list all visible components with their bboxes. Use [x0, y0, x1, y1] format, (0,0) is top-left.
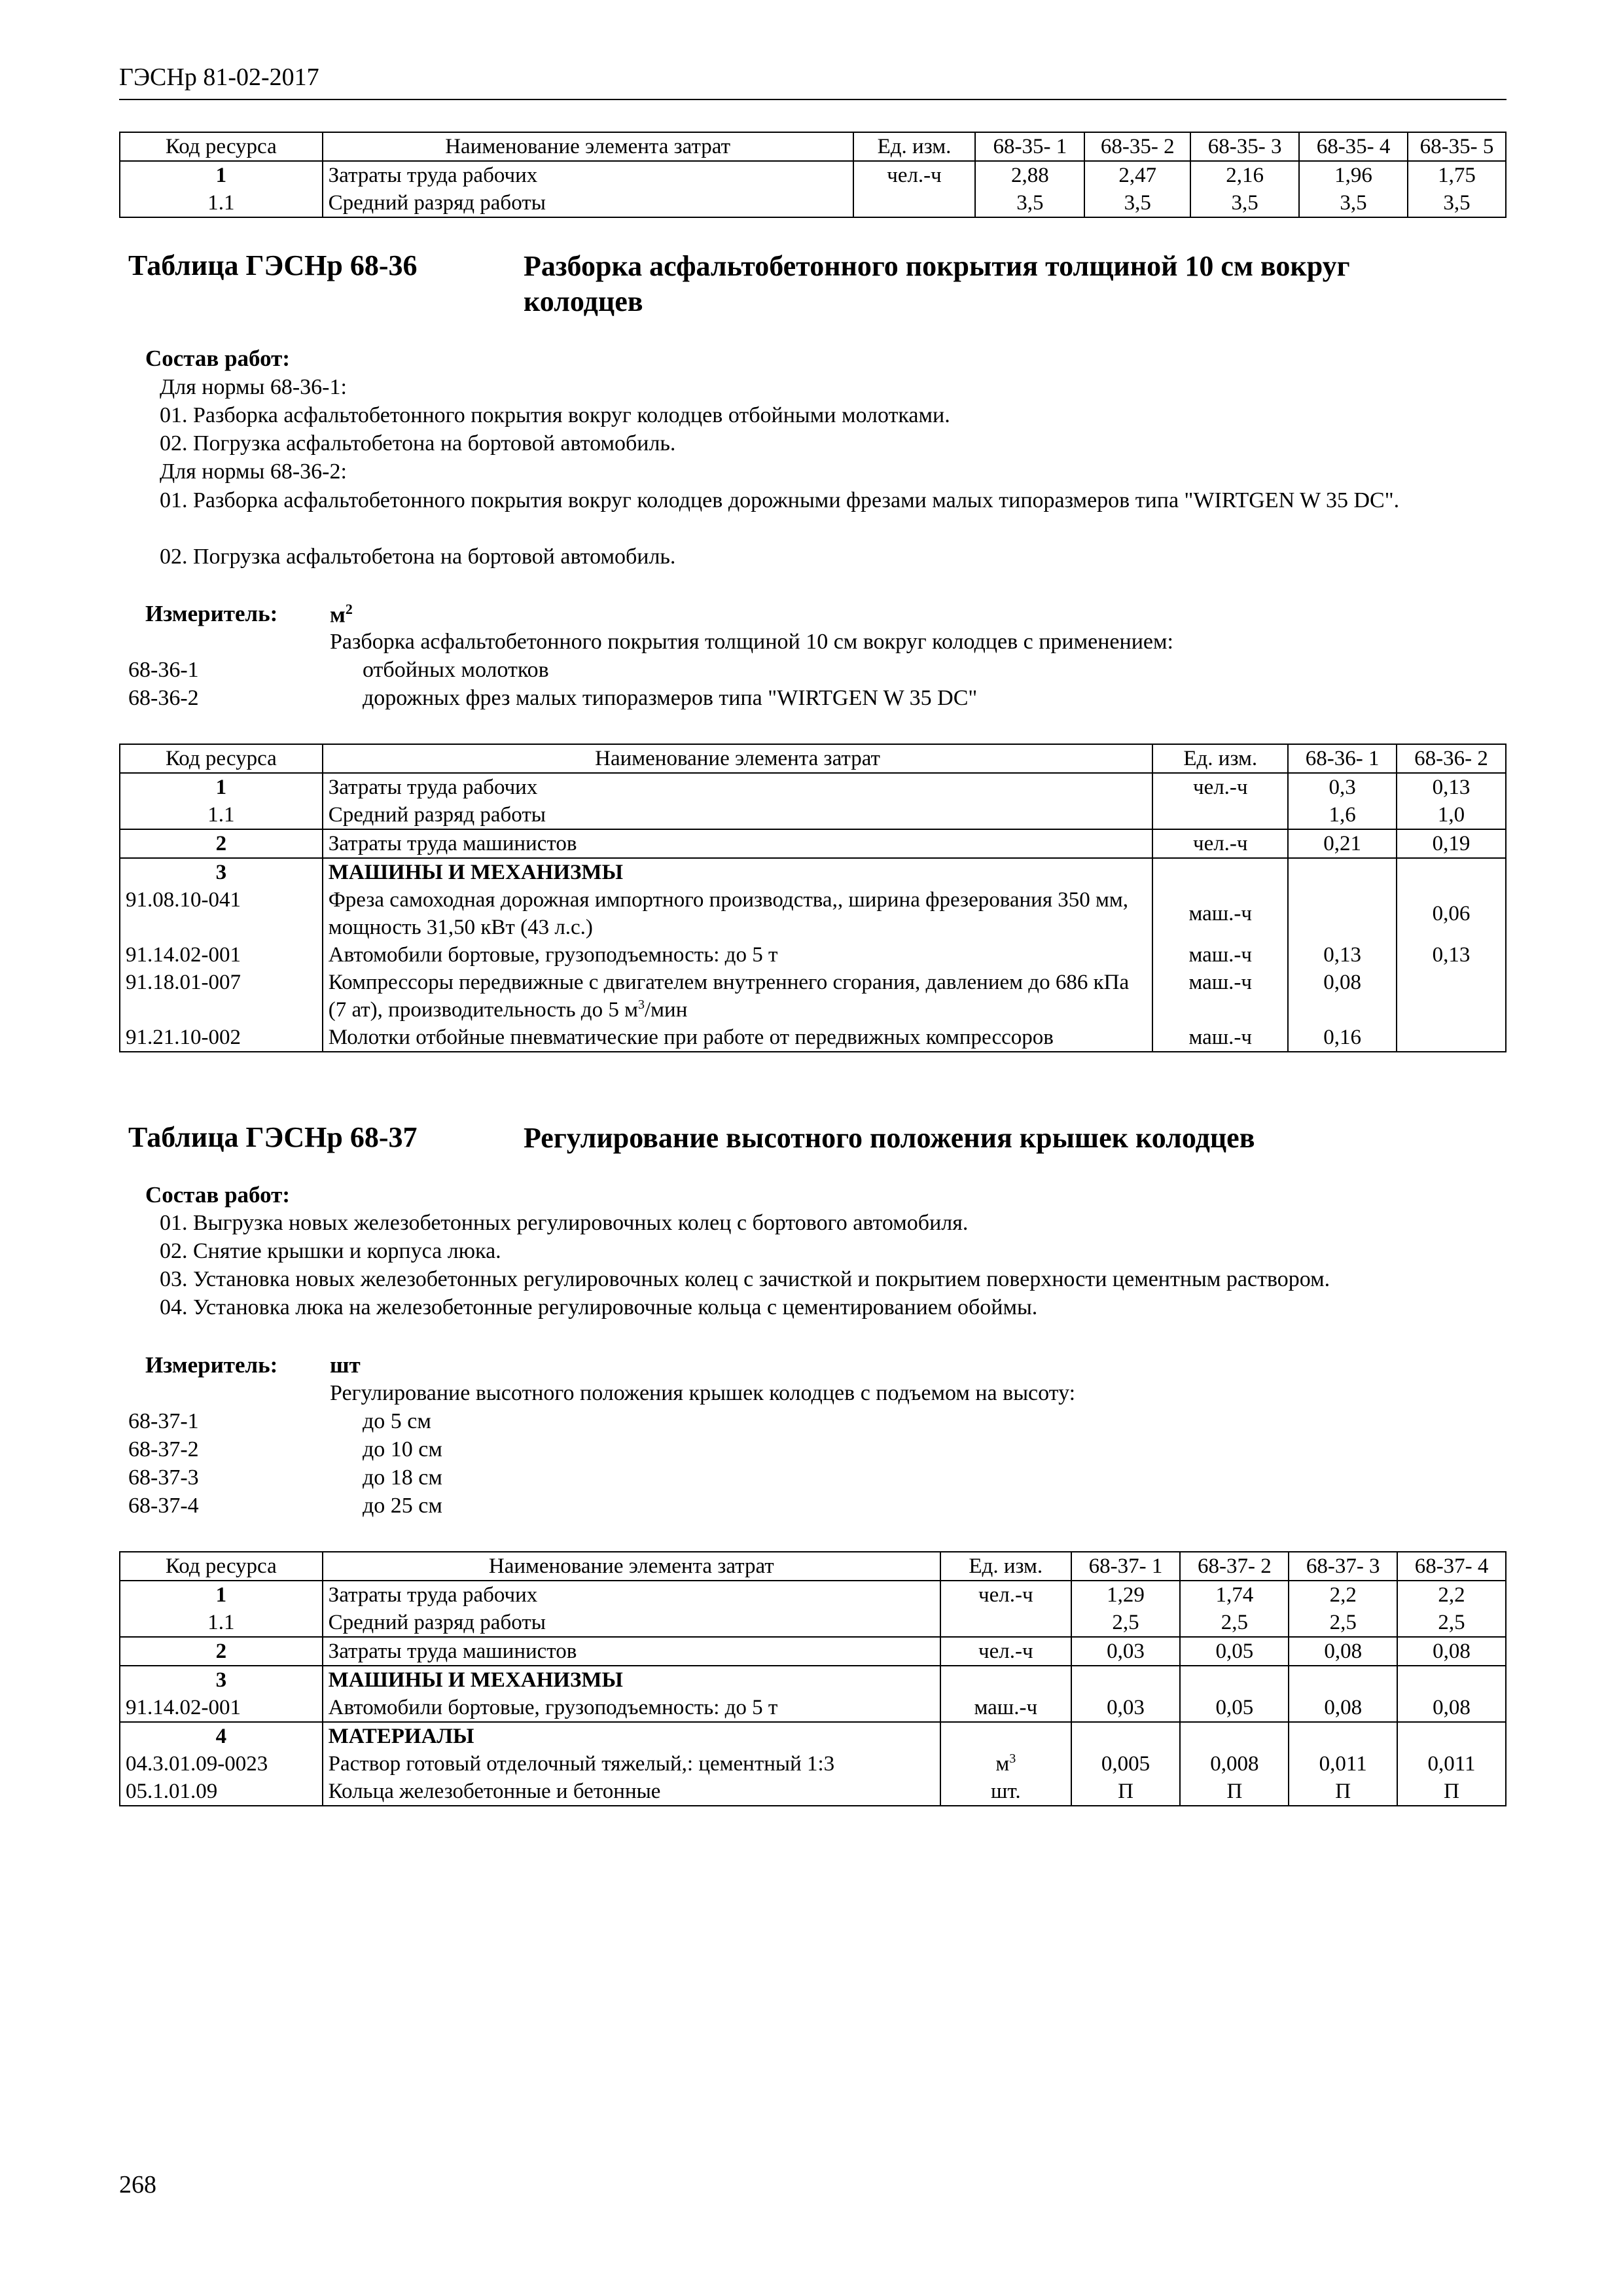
unit-cell: маш.-ч [1152, 969, 1288, 1024]
resource-code: 2 [120, 1637, 323, 1666]
value-cell [1397, 1666, 1506, 1694]
cost-element-name: Средний разряд работы [323, 1609, 940, 1637]
table-row [120, 886, 1506, 941]
cost-element-name: Средний разряд работы [323, 801, 1153, 829]
norm-code: 68-37-3 [128, 1465, 199, 1490]
value-cell [1397, 1024, 1506, 1052]
cost-element-name: Средний разряд работы [323, 189, 853, 217]
value-cell: 2,47 [1084, 161, 1190, 189]
column-header: 68-37- 1 [1071, 1552, 1181, 1581]
unit-cell [853, 189, 976, 217]
value-cell: П [1180, 1778, 1289, 1806]
cost-element-name: Затраты труда рабочих [323, 161, 853, 189]
column-header: 68-35- 5 [1408, 132, 1506, 161]
table-row [120, 1609, 1506, 1637]
unit-cell: $м^3$ [940, 1750, 1071, 1778]
resource-code: 2 [120, 829, 323, 858]
meter-unit: шт [330, 1352, 361, 1378]
unit-cell: чел.-ч [853, 161, 976, 189]
value-cell: 0,05 [1180, 1694, 1289, 1722]
value-cell: 0,06 [1397, 886, 1506, 941]
value-cell: 0,03 [1071, 1694, 1181, 1722]
column-header: 68-35- 3 [1190, 132, 1299, 161]
work-line: 01. Разборка асфальтобетонного покрытия вокруг колодцев дорожными фрезами малых типоразмеров типа "WIRTGEN W 35 DC". [160, 488, 1400, 512]
value-cell: 2,2 [1397, 1581, 1506, 1609]
value-cell: 2,5 [1397, 1609, 1506, 1637]
unit-cell [940, 1666, 1071, 1694]
table-row [120, 829, 1506, 858]
table-row [120, 161, 1506, 189]
table-row [120, 801, 1506, 829]
value-cell: П [1071, 1778, 1181, 1806]
value-cell: 1,6 [1288, 801, 1397, 829]
value-cell: 1,0 [1397, 801, 1506, 829]
resource-code: 1.1 [120, 189, 323, 217]
table-row [120, 773, 1506, 801]
unit-cell [940, 1609, 1071, 1637]
cost-element-name: Автомобили бортовые, грузоподъемность: до 5 т [323, 1694, 940, 1722]
value-cell: 3,5 [1190, 189, 1299, 217]
table-title-68-36: Таблица ГЭСНр 68-36 [128, 249, 418, 281]
work-line: Для нормы 68-36-1: [160, 375, 347, 399]
value-cell: 0,05 [1180, 1637, 1289, 1666]
value-cell [1288, 886, 1397, 941]
cost-element-name: Компрессоры передвижные с двигателем внутреннего сгорания, давлением до 686 кПа (7 ат), производительность до 5 $м^3$/мин [323, 969, 1153, 1024]
value-cell: 1,96 [1299, 161, 1408, 189]
resource-code: 05.1.01.09 [120, 1778, 323, 1806]
resource-code: 1.1 [120, 801, 323, 829]
value-cell [1071, 1722, 1181, 1750]
table-row [120, 1750, 1506, 1778]
value-cell [1071, 1666, 1181, 1694]
works-label: Состав работ: [145, 1182, 290, 1208]
resource-code: 1.1 [120, 1609, 323, 1637]
value-cell: 0,3 [1288, 773, 1397, 801]
value-cell: 3,5 [1299, 189, 1408, 217]
table-header-row [120, 744, 1506, 773]
value-cell: 0,08 [1288, 969, 1397, 1024]
column-header: 68-37- 2 [1180, 1552, 1289, 1581]
table-header-row [120, 1552, 1506, 1581]
table-row [120, 1722, 1506, 1750]
value-cell: 0,005 [1071, 1750, 1181, 1778]
works-label: Состав работ: [145, 346, 290, 371]
value-cell: 0,08 [1289, 1694, 1397, 1722]
work-line: 02. Снятие крышки и корпуса люка. [160, 1239, 501, 1263]
value-cell [1180, 1722, 1289, 1750]
value-cell: 1,74 [1180, 1581, 1289, 1609]
column-header: Наименование элемента затрат [323, 744, 1153, 773]
resource-code: 04.3.01.09-0023 [120, 1750, 323, 1778]
value-cell: 0,08 [1397, 1694, 1506, 1722]
unit-cell [1152, 801, 1288, 829]
work-line: 02. Погрузка асфальтобетона на бортовой автомобиль. [160, 431, 676, 456]
value-cell [1288, 858, 1397, 886]
resource-code: 91.14.02-001 [120, 941, 323, 969]
unit-cell: чел.-ч [940, 1581, 1071, 1609]
unit-cell [940, 1722, 1071, 1750]
resource-code: 3 [120, 1666, 323, 1694]
table-row [120, 1694, 1506, 1722]
value-cell: 2,16 [1190, 161, 1299, 189]
norm-description: до 18 см [363, 1465, 442, 1490]
unit-cell [1152, 858, 1288, 886]
resource-code: 1 [120, 1581, 323, 1609]
table-68-37 [119, 1551, 1507, 1806]
value-cell: 0,008 [1180, 1750, 1289, 1778]
meter-label: Измеритель: [145, 601, 278, 626]
table-name-68-36: Разборка асфальтобетонного покрытия толщиной 10 см вокруг колодцев [524, 250, 1350, 317]
table-row [120, 1024, 1506, 1052]
column-header: Код ресурса [120, 744, 323, 773]
cost-element-name: Затраты труда рабочих [323, 773, 1153, 801]
norm-description: до 25 см [363, 1494, 442, 1518]
header-rule [119, 99, 1507, 100]
value-cell: 2,5 [1180, 1609, 1289, 1637]
resource-code: 1 [120, 773, 323, 801]
value-cell: 0,13 [1397, 941, 1506, 969]
table-row [120, 969, 1506, 1024]
norm-description: до 10 см [363, 1437, 442, 1462]
page-number: 268 [119, 2171, 156, 2198]
resource-code: 91.21.10-002 [120, 1024, 323, 1052]
value-cell: 1,75 [1408, 161, 1506, 189]
norm-code: 68-36-1 [128, 658, 199, 682]
meter-unit: $м^2$ [330, 601, 353, 628]
unit-cell: чел.-ч [1152, 773, 1288, 801]
value-cell: 3,5 [975, 189, 1084, 217]
resource-code: 91.14.02-001 [120, 1694, 323, 1722]
value-cell: 0,19 [1397, 829, 1506, 858]
unit-cell: чел.-ч [1152, 829, 1288, 858]
value-cell: 0,08 [1289, 1637, 1397, 1666]
column-header: 68-36- 2 [1397, 744, 1506, 773]
cost-element-name: Автомобили бортовые, грузоподъемность: до 5 т [323, 941, 1153, 969]
work-line: 01. Выгрузка новых железобетонных регулировочных колец с бортового автомобиля. [160, 1211, 969, 1235]
unit-cell: маш.-ч [940, 1694, 1071, 1722]
column-header: 68-36- 1 [1288, 744, 1397, 773]
value-cell: 0,011 [1289, 1750, 1397, 1778]
value-cell: 2,5 [1071, 1609, 1181, 1637]
resource-code: 91.08.10-041 [120, 886, 323, 941]
section-heading: МАШИНЫ И МЕХАНИЗМЫ [323, 858, 1153, 886]
table-68-35 [119, 132, 1507, 218]
norm-code: 68-37-4 [128, 1494, 199, 1518]
norm-description: до 5 см [363, 1409, 431, 1433]
meter-description: Разборка асфальтобетонного покрытия толщиной 10 см вокруг колодцев с применением: [330, 630, 1173, 654]
table-68-36 [119, 744, 1507, 1052]
work-line: 02. Погрузка асфальтобетона на бортовой автомобиль. [160, 545, 676, 569]
work-line: 01. Разборка асфальтобетонного покрытия вокруг колодцев отбойными молотками. [160, 403, 950, 427]
column-header: Наименование элемента затрат [323, 1552, 940, 1581]
value-cell: 0,21 [1288, 829, 1397, 858]
cost-element-name: Фреза самоходная дорожная импортного производства,, ширина фрезерования 350 мм, мощность 31,50 кВт (43 л.с.) [323, 886, 1153, 941]
value-cell: П [1289, 1778, 1397, 1806]
meter-description: Регулирование высотного положения крышек колодцев с подъемом на высоту: [330, 1381, 1076, 1405]
cost-element-name: Кольца железобетонные и бетонные [323, 1778, 940, 1806]
value-cell [1289, 1666, 1397, 1694]
column-header: Ед. изм. [940, 1552, 1071, 1581]
work-line: 04. Установка люка на железобетонные регулировочные кольца с цементированием обоймы. [160, 1295, 1038, 1319]
table-row [120, 1778, 1506, 1806]
value-cell: 2,88 [975, 161, 1084, 189]
section-heading: МАШИНЫ И МЕХАНИЗМЫ [323, 1666, 940, 1694]
value-cell: 3,5 [1084, 189, 1190, 217]
column-header: 68-37- 4 [1397, 1552, 1506, 1581]
table-row [120, 1581, 1506, 1609]
table-header-row [120, 132, 1506, 161]
unit-cell: маш.-ч [1152, 886, 1288, 941]
cost-element-name: Затраты труда машинистов [323, 1637, 940, 1666]
table-row [120, 1637, 1506, 1666]
cost-element-name: Затраты труда машинистов [323, 829, 1153, 858]
norm-code: 68-37-1 [128, 1409, 199, 1433]
column-header: 68-35- 4 [1299, 132, 1408, 161]
table-row [120, 189, 1506, 217]
column-header: Ед. изм. [853, 132, 976, 161]
unit-cell: чел.-ч [940, 1637, 1071, 1666]
value-cell: 2,2 [1289, 1581, 1397, 1609]
value-cell: 0,011 [1397, 1750, 1506, 1778]
table-title-68-37: Таблица ГЭСНр 68-37 [128, 1121, 418, 1153]
value-cell: 3,5 [1408, 189, 1506, 217]
column-header: Код ресурса [120, 132, 323, 161]
section-heading: МАТЕРИАЛЫ [323, 1722, 940, 1750]
unit-cell: шт. [940, 1778, 1071, 1806]
column-header: Ед. изм. [1152, 744, 1288, 773]
table-row [120, 1666, 1506, 1694]
value-cell: 0,08 [1397, 1637, 1506, 1666]
column-header: 68-35- 1 [975, 132, 1084, 161]
unit-cell: маш.-ч [1152, 1024, 1288, 1052]
value-cell: 2,5 [1289, 1609, 1397, 1637]
column-header: 68-37- 3 [1289, 1552, 1397, 1581]
value-cell: 0,16 [1288, 1024, 1397, 1052]
value-cell [1397, 1722, 1506, 1750]
column-header: Наименование элемента затрат [323, 132, 853, 161]
value-cell: 1,29 [1071, 1581, 1181, 1609]
column-header: 68-35- 2 [1084, 132, 1190, 161]
table-name-68-37: Регулирование высотного положения крышек колодцев [524, 1122, 1255, 1154]
cost-element-name: Раствор готовый отделочный тяжелый,: цементный 1:3 [323, 1750, 940, 1778]
unit-cell: маш.-ч [1152, 941, 1288, 969]
resource-code: 91.18.01-007 [120, 969, 323, 1024]
norm-code: 68-36-2 [128, 686, 199, 710]
cost-element-name: Молотки отбойные пневматические при работе от передвижных компрессоров [323, 1024, 1153, 1052]
value-cell [1397, 858, 1506, 886]
work-line: Для нормы 68-36-2: [160, 459, 347, 484]
value-cell: 0,13 [1397, 773, 1506, 801]
value-cell: 0,03 [1071, 1637, 1181, 1666]
table-row [120, 941, 1506, 969]
value-cell: П [1397, 1778, 1506, 1806]
column-header: Код ресурса [120, 1552, 323, 1581]
work-line: 03. Установка новых железобетонных регулировочных колец с зачисткой и покрытием поверхности цементным раствором. [160, 1267, 1330, 1291]
meter-label: Измеритель: [145, 1352, 278, 1378]
cost-element-name: Затраты труда рабочих [323, 1581, 940, 1609]
value-cell [1289, 1722, 1397, 1750]
norm-code: 68-37-2 [128, 1437, 199, 1462]
resource-code: 3 [120, 858, 323, 886]
resource-code: 4 [120, 1722, 323, 1750]
norm-description: отбойных молотков [363, 658, 549, 682]
running-header: ГЭСНр 81-02-2017 [119, 63, 319, 91]
table-row [120, 858, 1506, 886]
value-cell: 0,13 [1288, 941, 1397, 969]
value-cell [1180, 1666, 1289, 1694]
value-cell [1397, 969, 1506, 1024]
norm-description: дорожных фрез малых типоразмеров типа "WIRTGEN W 35 DC" [363, 686, 978, 710]
resource-code: 1 [120, 161, 323, 189]
